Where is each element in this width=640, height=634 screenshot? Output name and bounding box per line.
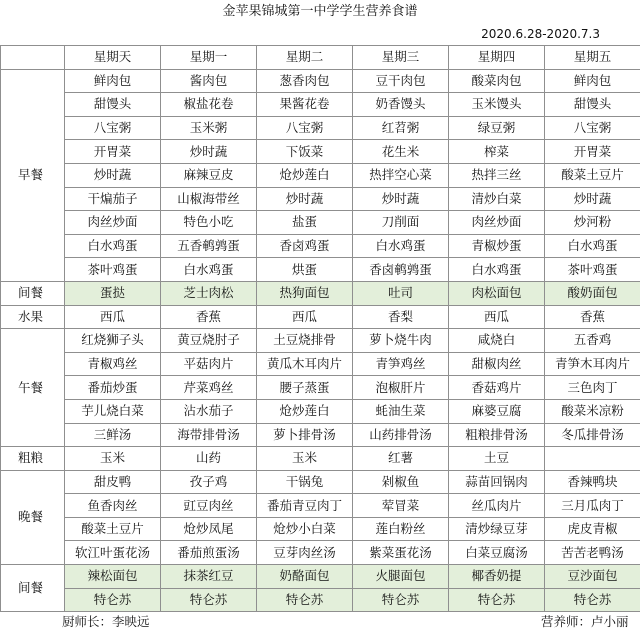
meal-category: 晚餐: [1, 470, 65, 564]
dish-cell: 软江叶蛋花汤: [65, 541, 161, 565]
dish-cell: 孜子鸡: [161, 470, 257, 494]
dish-cell: 茶叶鸡蛋: [65, 258, 161, 282]
meal-row: [1, 211, 640, 235]
dish-cell: 青椒鸡丝: [65, 352, 161, 376]
meal-category: 早餐: [1, 69, 65, 281]
dish-cell: 盐蛋: [257, 211, 353, 235]
meal-category: 间餐: [1, 565, 65, 612]
dish-cell: 炝炒小白菜: [257, 517, 353, 541]
meal-row: [1, 69, 640, 93]
dish-cell: 麻辣豆皮: [161, 163, 257, 187]
dish-cell: 八宝粥: [65, 116, 161, 140]
meal-row: [1, 329, 640, 353]
meal-row: [1, 376, 640, 400]
dish-cell: 炝炒莲白: [257, 399, 353, 423]
meal-category: 间餐: [1, 281, 65, 305]
day-header: 星期五: [545, 46, 640, 70]
dish-cell: 红苕粥: [353, 116, 449, 140]
dish-cell: 特仑苏: [65, 588, 161, 612]
dish-cell: 特仑苏: [353, 588, 449, 612]
dish-cell: 豆芽肉丝汤: [257, 541, 353, 565]
meal-row: [1, 470, 640, 494]
dish-cell: 热狗面包: [257, 281, 353, 305]
dish-cell: 炒时蔬: [257, 187, 353, 211]
dish-cell: 苦苦老鸭汤: [545, 541, 640, 565]
dish-cell: 鱼香肉丝: [65, 494, 161, 518]
dish-cell: 干煸茄子: [65, 187, 161, 211]
dish-cell: 黄豆烧肘子: [161, 329, 257, 353]
meal-row: [1, 234, 640, 258]
meal-row: [1, 517, 640, 541]
dish-cell: [545, 447, 640, 471]
dish-cell: 甜椒肉丝: [449, 352, 545, 376]
dish-cell: 炝炒莲白: [257, 163, 353, 187]
meal-row: [1, 399, 640, 423]
meal-row: [1, 494, 640, 518]
dish-cell: 青笋木耳肉片: [545, 352, 640, 376]
dish-cell: 西瓜: [65, 305, 161, 329]
dish-cell: 番茄炒蛋: [65, 376, 161, 400]
dish-cell: 红烧狮子头: [65, 329, 161, 353]
dish-cell: 刀削面: [353, 211, 449, 235]
dish-cell: 玉米粥: [161, 116, 257, 140]
day-header: 星期天: [65, 46, 161, 70]
dish-cell: 甜皮鸭: [65, 470, 161, 494]
dish-cell: 丝瓜肉片: [449, 494, 545, 518]
dish-cell: 三鲜汤: [65, 423, 161, 447]
day-header: 星期四: [449, 46, 545, 70]
dish-cell: 冬瓜排骨汤: [545, 423, 640, 447]
dish-cell: 炒时蔬: [353, 187, 449, 211]
dish-cell: 豆干肉包: [353, 69, 449, 93]
dish-cell: 番茄青豆肉丁: [257, 494, 353, 518]
dish-cell: 鲜肉包: [545, 69, 640, 93]
dish-cell: 酸菜肉包: [449, 69, 545, 93]
dish-cell: 玉米: [257, 447, 353, 471]
corner-cell: [1, 46, 65, 70]
dish-cell: 五香鸡: [545, 329, 640, 353]
dish-cell: 海带排骨汤: [161, 423, 257, 447]
dish-cell: 沾水茄子: [161, 399, 257, 423]
dish-cell: 白水鸡蛋: [353, 234, 449, 258]
dish-cell: 山药: [161, 447, 257, 471]
menu-table: [0, 45, 640, 612]
dish-cell: 红薯: [353, 447, 449, 471]
dish-cell: 特仑苏: [545, 588, 640, 612]
dish-cell: 玉米馒头: [449, 93, 545, 117]
dish-cell: 花生米: [353, 140, 449, 164]
meal-row: [1, 116, 640, 140]
dish-cell: 番茄煎蛋汤: [161, 541, 257, 565]
dish-cell: 山椒海带丝: [161, 187, 257, 211]
dish-cell: 豆沙面包: [545, 565, 640, 589]
meal-row: [1, 258, 640, 282]
dish-cell: 下饭菜: [257, 140, 353, 164]
dish-cell: 开胃菜: [65, 140, 161, 164]
meal-row: [1, 352, 640, 376]
dish-cell: 火腿面包: [353, 565, 449, 589]
dish-cell: 萝卜烧牛肉: [353, 329, 449, 353]
dish-cell: 青椒炒蛋: [449, 234, 545, 258]
dish-cell: 茶叶鸡蛋: [545, 258, 640, 282]
footer: [0, 609, 640, 634]
dish-cell: 咸烧白: [449, 329, 545, 353]
meal-category: 水果: [1, 305, 65, 329]
dish-cell: 白水鸡蛋: [449, 258, 545, 282]
dish-cell: 开胃菜: [545, 140, 640, 164]
date-range: 2020.6.28-2020.7.3: [481, 27, 600, 41]
dish-cell: 萝卜排骨汤: [257, 423, 353, 447]
dish-cell: 香卤鸡蛋: [257, 234, 353, 258]
dish-cell: 荤冒菜: [353, 494, 449, 518]
dish-cell: 芋儿烧白菜: [65, 399, 161, 423]
dish-cell: 西瓜: [257, 305, 353, 329]
dish-cell: 榨菜: [449, 140, 545, 164]
dish-cell: 热拌三丝: [449, 163, 545, 187]
dish-cell: 山药排骨汤: [353, 423, 449, 447]
dish-cell: 虎皮青椒: [545, 517, 640, 541]
dish-cell: 土豆烧排骨: [257, 329, 353, 353]
dish-cell: 酸菜土豆片: [65, 517, 161, 541]
dish-cell: 甜馒头: [65, 93, 161, 117]
dish-cell: 肉松面包: [449, 281, 545, 305]
meal-category: 粗粮: [1, 447, 65, 471]
dish-cell: 白水鸡蛋: [65, 234, 161, 258]
dish-cell: 炒时蔬: [65, 163, 161, 187]
dish-cell: 三色肉丁: [545, 376, 640, 400]
dish-cell: 辣松面包: [65, 565, 161, 589]
dish-cell: 豇豆肉丝: [161, 494, 257, 518]
dish-cell: 香辣鸭块: [545, 470, 640, 494]
dish-cell: 青笋鸡丝: [353, 352, 449, 376]
dish-cell: 特色小吃: [161, 211, 257, 235]
dish-cell: 玉米: [65, 447, 161, 471]
header-row: [1, 46, 640, 70]
nutritionist-signature: 营养师：卢小丽: [541, 614, 629, 629]
dish-cell: 清炒绿豆芽: [449, 517, 545, 541]
dish-cell: 蒜苗回锅肉: [449, 470, 545, 494]
dish-cell: 蚝油生菜: [353, 399, 449, 423]
dish-cell: 酸菜米凉粉: [545, 399, 640, 423]
dish-cell: 清炒白菜: [449, 187, 545, 211]
dish-cell: 八宝粥: [545, 116, 640, 140]
dish-cell: 鲜肉包: [65, 69, 161, 93]
dish-cell: 炒时蔬: [161, 140, 257, 164]
dish-cell: 粗粮排骨汤: [449, 423, 545, 447]
dish-cell: 泡椒肝片: [353, 376, 449, 400]
meal-row: [1, 565, 640, 589]
dish-cell: 椒盐花卷: [161, 93, 257, 117]
dish-cell: 蛋挞: [65, 281, 161, 305]
dish-cell: 热拌空心菜: [353, 163, 449, 187]
dish-cell: 香蕉: [545, 305, 640, 329]
dish-cell: 香菇鸡片: [449, 376, 545, 400]
dish-cell: 特仑苏: [161, 588, 257, 612]
meal-row: [1, 541, 640, 565]
day-header: 星期二: [257, 46, 353, 70]
dish-cell: 五香鹌鹑蛋: [161, 234, 257, 258]
dish-cell: 腰子蒸蛋: [257, 376, 353, 400]
page-title: 金苹果锦城第一中学学生营养食谱: [222, 4, 418, 19]
dish-cell: 奶酪面包: [257, 565, 353, 589]
dish-cell: 平菇肉片: [161, 352, 257, 376]
meal-category: 午餐: [1, 329, 65, 447]
dish-cell: 绿豆粥: [449, 116, 545, 140]
meal-row: [1, 187, 640, 211]
dish-cell: 葱香肉包: [257, 69, 353, 93]
day-header: 星期一: [161, 46, 257, 70]
dish-cell: 芝士肉松: [161, 281, 257, 305]
dish-cell: 酸奶面包: [545, 281, 640, 305]
dish-cell: 酸菜土豆片: [545, 163, 640, 187]
dish-cell: 炒河粉: [545, 211, 640, 235]
dish-cell: 甜馒头: [545, 93, 640, 117]
meal-row: [1, 163, 640, 187]
meal-row: [1, 281, 640, 305]
dish-cell: 麻婆豆腐: [449, 399, 545, 423]
dish-cell: 干锅兔: [257, 470, 353, 494]
dish-cell: 酱肉包: [161, 69, 257, 93]
dish-cell: 烘蛋: [257, 258, 353, 282]
dish-cell: 白水鸡蛋: [545, 234, 640, 258]
dish-cell: 果酱花卷: [257, 93, 353, 117]
dish-cell: 吐司: [353, 281, 449, 305]
chef-signature: 厨师长：李映远: [62, 614, 150, 629]
dish-cell: 土豆: [449, 447, 545, 471]
dish-cell: 白水鸡蛋: [161, 258, 257, 282]
dish-cell: 香卤鹌鹑蛋: [353, 258, 449, 282]
dish-cell: 肉丝炒面: [65, 211, 161, 235]
dish-cell: 炝炒凤尾: [161, 517, 257, 541]
dish-cell: 特仑苏: [257, 588, 353, 612]
day-header: 星期三: [353, 46, 449, 70]
dish-cell: 三月瓜肉丁: [545, 494, 640, 518]
dish-cell: 剁椒鱼: [353, 470, 449, 494]
meal-row: [1, 423, 640, 447]
meal-row: [1, 305, 640, 329]
dish-cell: 香梨: [353, 305, 449, 329]
dish-cell: 八宝粥: [257, 116, 353, 140]
meal-row: [1, 447, 640, 471]
dish-cell: 特仑苏: [449, 588, 545, 612]
dish-cell: 西瓜: [449, 305, 545, 329]
meal-row: [1, 93, 640, 117]
dish-cell: 白菜豆腐汤: [449, 541, 545, 565]
dish-cell: 莲白粉丝: [353, 517, 449, 541]
dish-cell: 香蕉: [161, 305, 257, 329]
dish-cell: 黄瓜木耳肉片: [257, 352, 353, 376]
dish-cell: 肉丝炒面: [449, 211, 545, 235]
dish-cell: 紫菜蛋花汤: [353, 541, 449, 565]
dish-cell: 奶香馒头: [353, 93, 449, 117]
meal-row: [1, 140, 640, 164]
dish-cell: 椰香奶提: [449, 565, 545, 589]
dish-cell: 抹茶红豆: [161, 565, 257, 589]
dish-cell: 芹菜鸡丝: [161, 376, 257, 400]
dish-cell: 炒时蔬: [545, 187, 640, 211]
